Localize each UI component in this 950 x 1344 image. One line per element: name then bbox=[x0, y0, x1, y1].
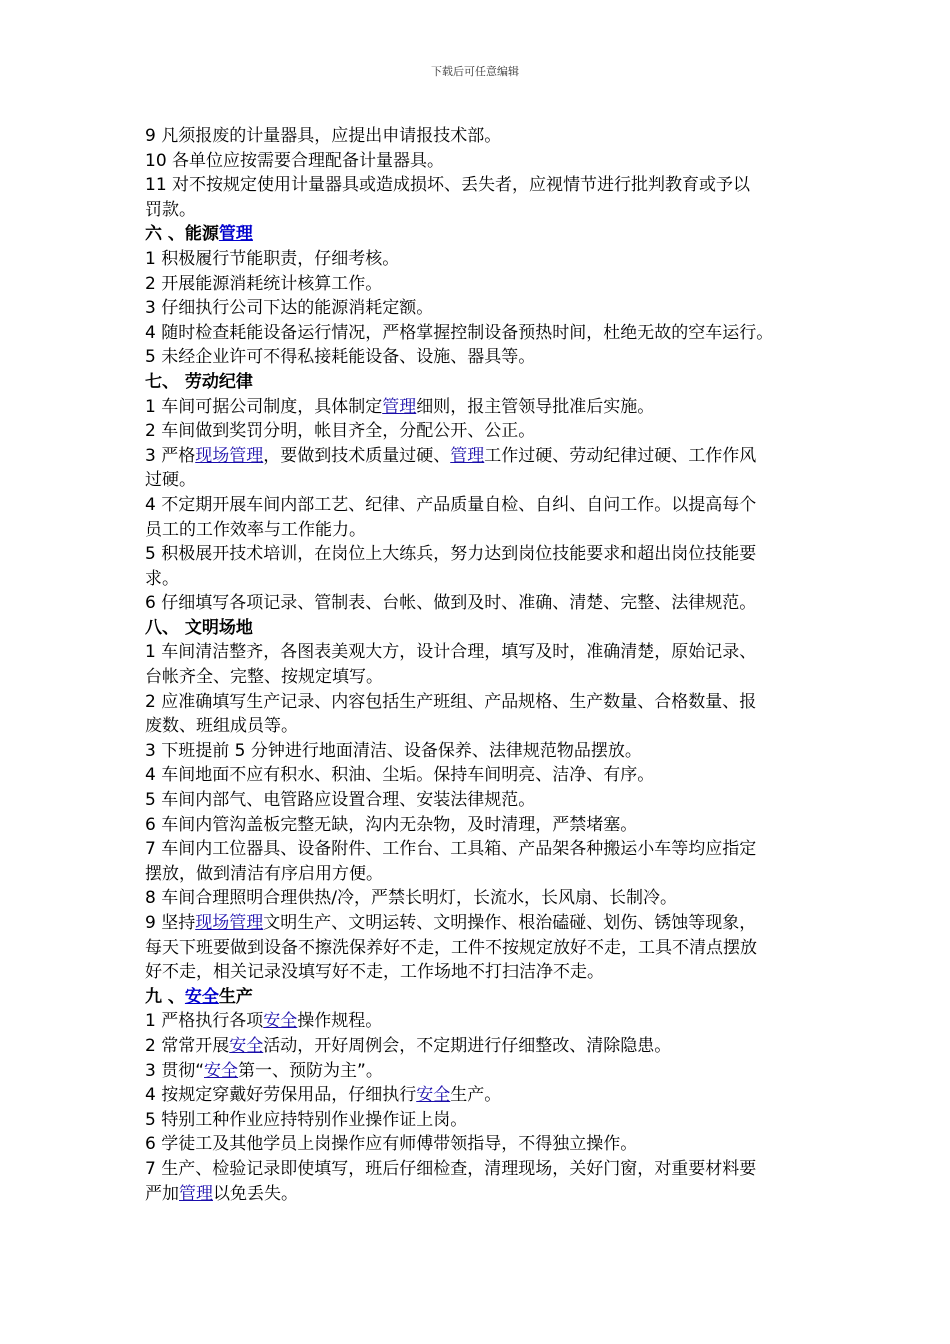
text-line bbox=[145, 149, 845, 174]
text-segment: 生产 bbox=[218, 986, 253, 1007]
text-segment: 好不走，相关记录没填写好不走，工作场地不打扫洁净不走。 bbox=[145, 962, 604, 983]
text-line bbox=[145, 567, 845, 592]
text-segment: 2 车间做到奖罚分明，帐目齐全，分配公开、公正。 bbox=[145, 421, 536, 442]
text-segment: 八、 文明场地 bbox=[145, 617, 253, 638]
text-line bbox=[145, 690, 845, 715]
keyword-link[interactable]: 安全 bbox=[229, 1035, 264, 1056]
text-line bbox=[145, 960, 845, 985]
text-line bbox=[145, 886, 845, 911]
text-segment: 工作过硬、劳动纪律过硬、工作作风 bbox=[484, 445, 757, 466]
text-line bbox=[145, 1083, 845, 1108]
text-line bbox=[145, 763, 845, 788]
text-segment: 3 下班提前 5 分钟进行地面清洁、设备保养、法律规范物品摆放。 bbox=[145, 740, 642, 761]
text-segment: 活动，开好周例会，不定期进行仔细整改、清除隐患。 bbox=[263, 1035, 672, 1056]
text-line bbox=[145, 739, 845, 764]
text-segment: 严加 bbox=[145, 1183, 179, 1204]
text-line bbox=[145, 247, 845, 272]
text-segment: 六 、能源 bbox=[145, 224, 219, 245]
text-segment: 台帐齐全、完整、按规定填写。 bbox=[145, 667, 383, 688]
text-segment: 废数、班组成员等。 bbox=[145, 716, 298, 737]
text-line bbox=[145, 345, 845, 370]
text-line bbox=[145, 124, 845, 149]
text-segment: 求。 bbox=[145, 568, 179, 589]
text-line bbox=[145, 1157, 845, 1182]
text-segment: 第一、预防为主”。 bbox=[238, 1060, 383, 1081]
text-segment: 4 车间地面不应有积水、积油、尘垢。保持车间明亮、洁净、有序。 bbox=[145, 765, 655, 786]
keyword-link[interactable]: 管理 bbox=[450, 445, 485, 466]
text-line bbox=[145, 837, 845, 862]
text-segment: 3 贯彻“ bbox=[145, 1060, 205, 1081]
text-line bbox=[145, 272, 845, 297]
text-segment: 6 学徒工及其他学员上岗操作应有师傅带领指导，不得独立操作。 bbox=[145, 1134, 638, 1155]
text-line bbox=[145, 444, 845, 469]
text-line bbox=[145, 911, 845, 936]
keyword-link[interactable]: 安全 bbox=[184, 986, 219, 1007]
text-line bbox=[145, 296, 845, 321]
text-segment: 每天下班要做到设备不擦洗保养好不走，工件不按规定放好不走，工具不清点摆放 bbox=[145, 937, 757, 958]
text-segment: 文明生产、文明运转、文明操作、根治磕碰、划伤、锈蚀等现象， bbox=[263, 913, 757, 933]
text-line bbox=[145, 788, 845, 813]
text-segment: 11 对不按规定使用计量器具或造成损坏、丢失者，应视情节进行批判教育或予以 bbox=[145, 175, 751, 196]
text-segment: 5 特别工种作业应持特别作业操作证上岗。 bbox=[145, 1109, 468, 1130]
text-segment: 2 应准确填写生产记录、内容包括生产班组、产品规格、生产数量、合格数量、报 bbox=[145, 691, 757, 712]
text-line bbox=[145, 173, 845, 198]
text-line bbox=[145, 493, 845, 518]
text-line bbox=[145, 936, 845, 961]
text-segment: 5 车间内部气、电管路应设置合理、安装法律规范。 bbox=[145, 790, 536, 811]
text-line bbox=[145, 321, 845, 346]
text-segment: 九 、 bbox=[145, 986, 185, 1007]
text-segment: 过硬。 bbox=[145, 470, 196, 491]
keyword-link[interactable]: 管理 bbox=[179, 1183, 213, 1204]
text-line bbox=[145, 1108, 845, 1133]
section-heading bbox=[145, 985, 845, 1010]
text-segment: 1 车间清洁整齐，各图表美观大方，设计合理，填写及时，准确清楚，原始记录、 bbox=[145, 642, 757, 663]
text-segment: 4 不定期开展车间内部工艺、纪律、产品质量自检、自纠、自问工作。以提高每个 bbox=[145, 494, 757, 515]
text-segment: 5 积极展开技术培训，在岗位上大练兵，努力达到岗位技能要求和超出岗位技能要 bbox=[145, 544, 757, 565]
text-segment: 摆放，做到清洁有序启用方便。 bbox=[145, 863, 383, 884]
text-line bbox=[145, 714, 845, 739]
text-segment: 8 车间合理照明合理供热/冷，严禁长明灯，长流水，长风扇、长制冷。 bbox=[145, 888, 677, 909]
text-segment: 七、 劳动纪律 bbox=[145, 371, 253, 392]
text-line bbox=[145, 468, 845, 493]
text-line bbox=[145, 1059, 845, 1084]
text-line bbox=[145, 1182, 845, 1207]
keyword-link[interactable]: 安全 bbox=[204, 1060, 239, 1081]
text-line bbox=[145, 542, 845, 567]
section-heading bbox=[145, 222, 845, 247]
section-heading bbox=[145, 616, 845, 641]
text-segment: 5 未经企业许可不得私接耗能设备、设施、器具等。 bbox=[145, 347, 536, 368]
text-segment: 生产。 bbox=[450, 1085, 502, 1106]
text-line bbox=[145, 198, 845, 223]
text-segment: 员工的工作效率与工作能力。 bbox=[145, 519, 366, 540]
text-segment: 2 开展能源消耗统计核算工作。 bbox=[145, 273, 383, 294]
text-segment: 1 积极履行节能职责，仔细考核。 bbox=[145, 248, 400, 269]
keyword-link[interactable]: 现场管理 bbox=[195, 913, 264, 933]
keyword-link[interactable]: 安全 bbox=[263, 1011, 298, 1032]
text-segment: 9 凡须报废的计量器具，应提出申请报技术部。 bbox=[145, 126, 502, 146]
section-heading bbox=[145, 370, 845, 395]
text-line bbox=[145, 640, 845, 665]
text-line bbox=[145, 1034, 845, 1059]
text-segment: 7 生产、检验记录即使填写，班后仔细检查，清理现场，关好门窗，对重要材料要 bbox=[145, 1158, 757, 1179]
text-segment: 3 仔细执行公司下达的能源消耗定额。 bbox=[145, 298, 434, 319]
text-line bbox=[145, 1009, 845, 1034]
text-line bbox=[145, 518, 845, 543]
text-line bbox=[145, 1132, 845, 1157]
text-segment: 3 严格 bbox=[145, 445, 196, 466]
text-line bbox=[145, 813, 845, 838]
keyword-link[interactable]: 管理 bbox=[218, 224, 253, 245]
text-segment: 1 严格执行各项 bbox=[145, 1011, 264, 1032]
text-segment: 以免丢失。 bbox=[213, 1183, 298, 1204]
text-segment: 2 常常开展 bbox=[145, 1035, 230, 1056]
text-segment: 4 按规定穿戴好劳保用品，仔细执行 bbox=[145, 1085, 417, 1106]
text-segment: 7 车间内工位器具、设备附件、工作台、工具箱、产品架各种搬运小车等均应指定 bbox=[145, 839, 757, 860]
text-segment: 4 随时检查耗能设备运行情况，严格掌握控制设备预热时间，杜绝无故的空车运行。 bbox=[145, 322, 774, 343]
keyword-link[interactable]: 现场管理 bbox=[195, 445, 264, 466]
text-line bbox=[145, 665, 845, 690]
text-segment: 罚款。 bbox=[145, 199, 196, 220]
keyword-link[interactable]: 管理 bbox=[382, 396, 417, 417]
text-segment: 1 车间可据公司制度，具体制定 bbox=[145, 396, 383, 417]
text-line bbox=[145, 862, 845, 887]
text-segment: 10 各单位应按需要合理配备计量器具。 bbox=[145, 150, 445, 171]
text-line bbox=[145, 419, 845, 444]
text-segment: 细则，报主管领导批准后实施。 bbox=[416, 396, 655, 417]
document-body bbox=[145, 124, 845, 1206]
text-line bbox=[145, 591, 845, 616]
page-header: 下载后可任意编辑 bbox=[431, 65, 519, 78]
keyword-link[interactable]: 安全 bbox=[416, 1085, 451, 1106]
text-segment: 6 仔细填写各项记录、管制表、台帐、做到及时、准确、清楚、完整、法律规范。 bbox=[145, 593, 757, 614]
text-segment: 9 坚持 bbox=[145, 913, 196, 933]
text-segment: 操作规程。 bbox=[297, 1011, 383, 1032]
text-segment: 6 车间内管沟盖板完整无缺，沟内无杂物，及时清理，严禁堵塞。 bbox=[145, 814, 638, 835]
text-line bbox=[145, 395, 845, 420]
text-segment: ，要做到技术质量过硬、 bbox=[263, 445, 451, 466]
